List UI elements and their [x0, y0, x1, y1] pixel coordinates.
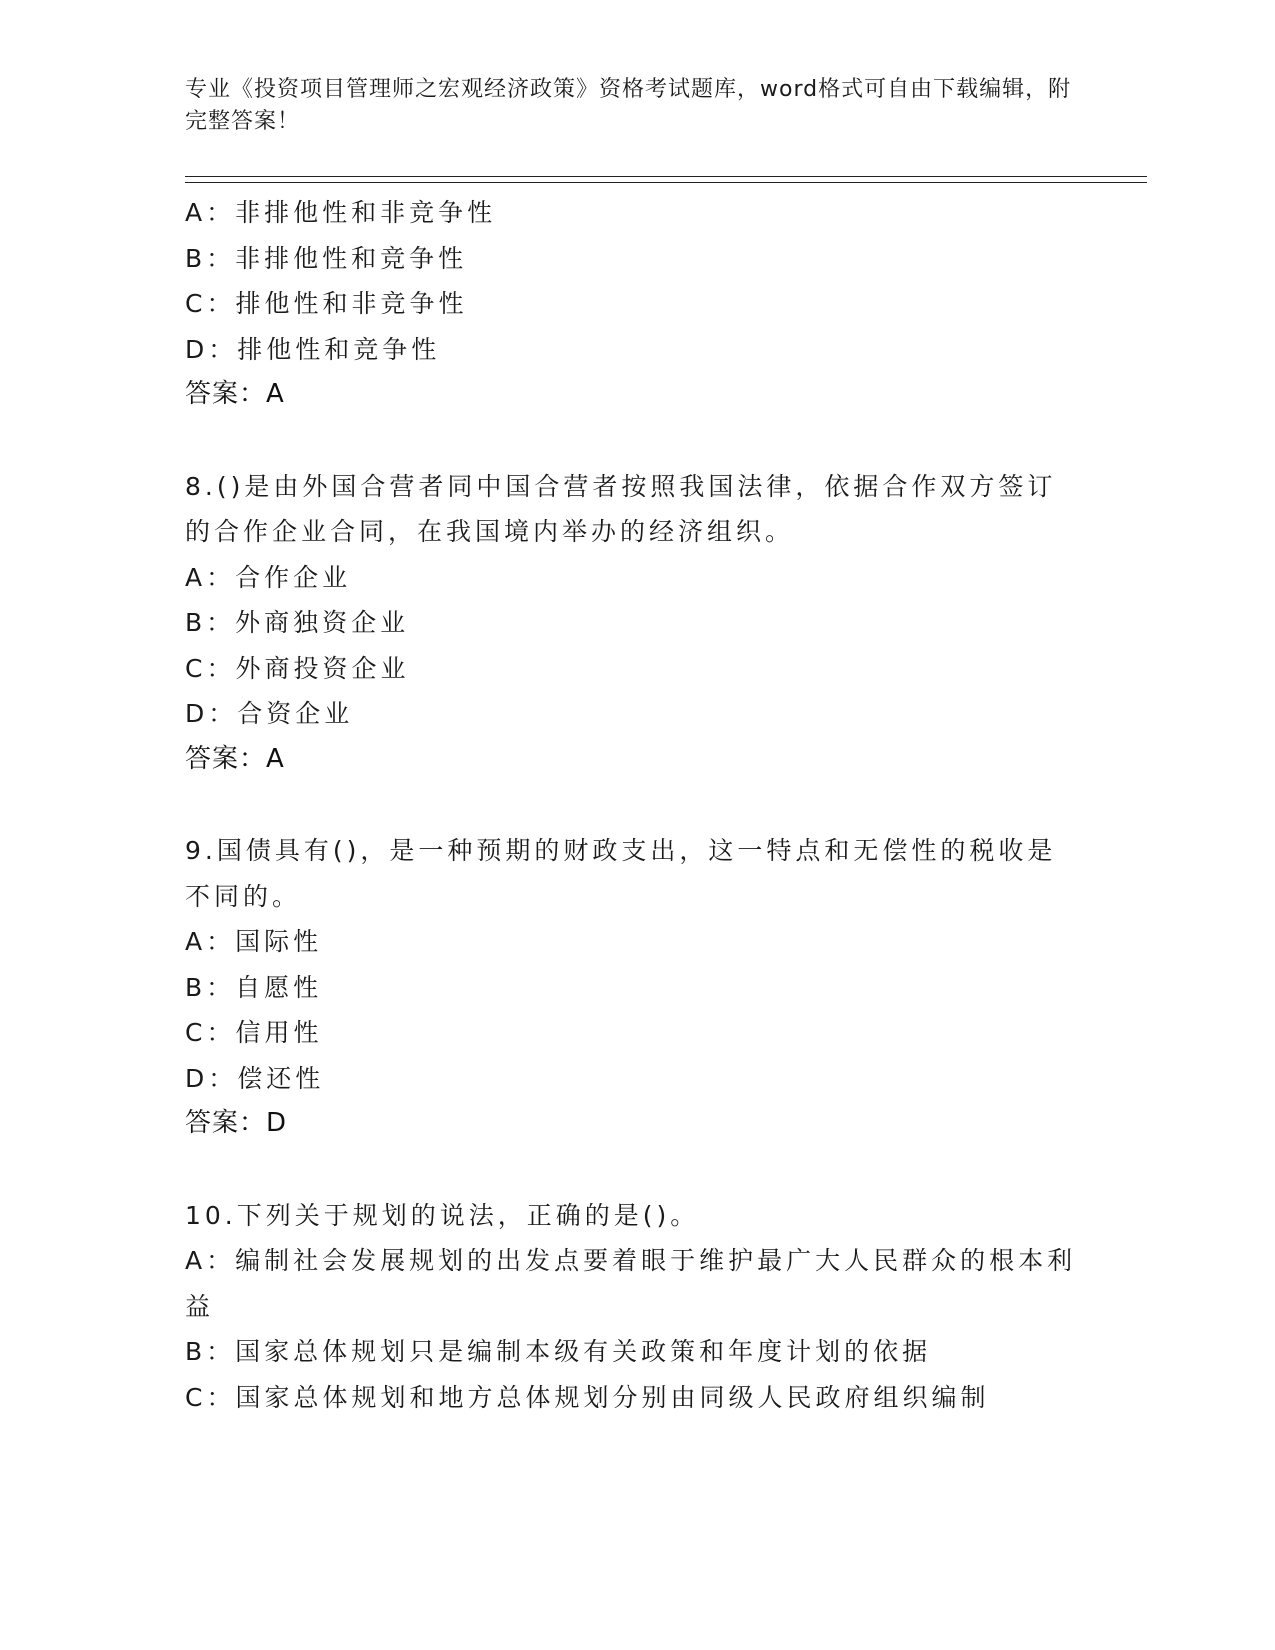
header-divider-bottom [185, 182, 1147, 183]
question-content [185, 190, 1085, 1420]
answer-line: 答案：A [185, 379, 285, 409]
option-b: B：国家总体规划只是编制本级有关政策和年度计划的依据 [185, 1337, 932, 1366]
question-stem-line: 8.()是由外国合营者同中国合营者按照我国法律，依据合作双方签订 [185, 471, 1057, 501]
question-stem-line: 10.下列关于规划的说法，正确的是()。 [185, 1200, 700, 1230]
question-10 [185, 1193, 1085, 1421]
answer-line: 答案：A [185, 743, 285, 774]
option-a-continuation: 益 [185, 1291, 215, 1321]
question-stem-line: 的合作企业合同，在我国境内举办的经济组织。 [185, 517, 795, 546]
spacer [185, 1147, 1085, 1193]
question-7 [185, 190, 1085, 418]
question-stem-line: 不同的。 [185, 881, 302, 911]
option-a: A：国际性 [185, 927, 323, 956]
option-d: D：偿还性 [185, 1063, 325, 1093]
question-9 [185, 828, 1085, 1147]
question-stem-line: 9.国债具有()，是一种预期的财政支出，这一特点和无偿性的税收是 [185, 836, 1057, 865]
option-c: C：信用性 [185, 1018, 323, 1047]
option-a: A：非排他性和非竞争性 [185, 198, 497, 227]
option-d: D：合资企业 [185, 699, 354, 728]
question-8 [185, 464, 1085, 783]
spacer [185, 782, 1085, 828]
option-c: C：国家总体规划和地方总体规划分别由同级人民政府组织编制 [185, 1382, 990, 1412]
option-d: D：排他性和竞争性 [185, 334, 441, 364]
option-a: A：合作企业 [185, 562, 352, 592]
header-divider-top [185, 176, 1147, 177]
option-a: A：编制社会发展规划的出发点要着眼于维护最广大人民群众的根本利 [185, 1246, 1077, 1275]
answer-line: 答案：D [185, 1108, 288, 1138]
document-header: 专业《投资项目管理师之宏观经济政策》资格考试题库，word格式可自由下载编辑，附完整答案！ [185, 77, 1072, 134]
option-b: B：外商独资企业 [185, 608, 410, 637]
option-c: C：排他性和非竞争性 [185, 289, 468, 318]
option-b: B：自愿性 [185, 972, 323, 1002]
spacer [185, 418, 1085, 464]
option-b: B：非排他性和竞争性 [185, 243, 468, 273]
option-c: C：外商投资企业 [185, 653, 410, 683]
